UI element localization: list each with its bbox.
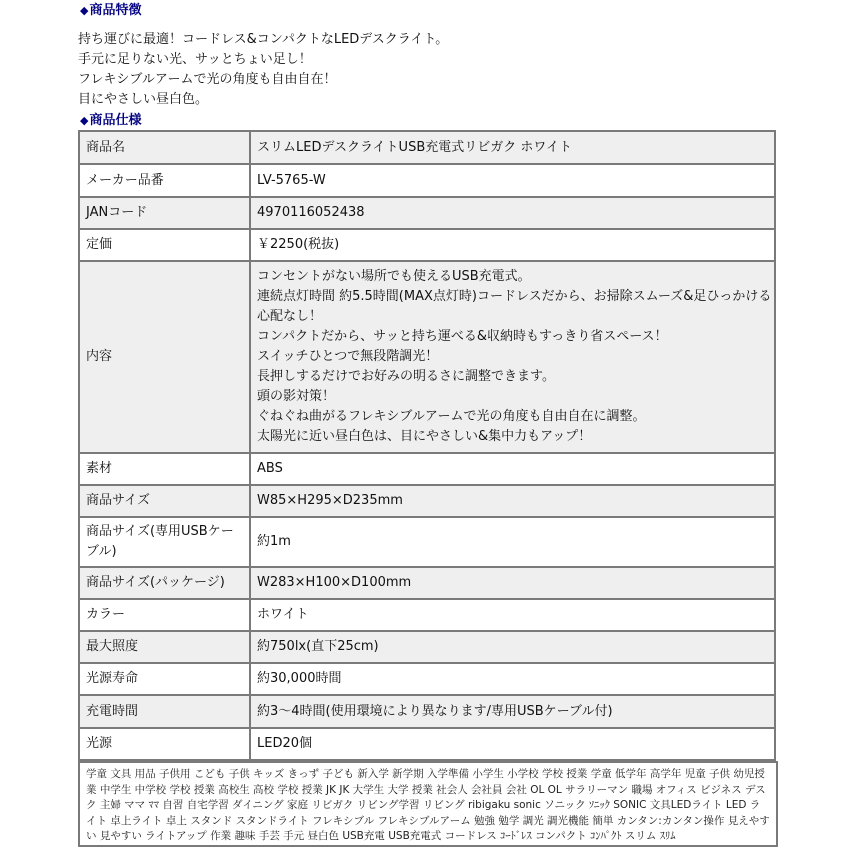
spec-label: 最大照度	[79, 631, 250, 663]
content-line: ぐねぐね曲がるフレキシブルアームで光の角度も自由自在に調整。	[257, 409, 646, 424]
spec-heading	[78, 110, 141, 132]
spec-value: 約30,000時間	[250, 663, 775, 695]
spec-value: W283×H100×D100mm	[250, 567, 775, 599]
spec-row-product-name	[79, 131, 775, 164]
content-line: スイッチひとつで無段階調光！	[257, 349, 439, 364]
features-heading	[78, 0, 776, 22]
spec-row-material	[79, 453, 775, 485]
spec-label: 定価	[79, 229, 250, 261]
spec-label: 内容	[79, 261, 250, 453]
spec-value: ホワイト	[250, 599, 775, 631]
content-line: 頭の影対策！	[257, 389, 336, 404]
spec-row-color	[79, 599, 775, 631]
spec-row-light-source	[79, 728, 775, 760]
spec-value: スリムLEDデスクライトUSB充電式リビガク ホワイト	[250, 131, 775, 164]
spec-row-maker-number	[79, 164, 775, 197]
spec-value: 約1m	[250, 517, 775, 567]
spec-label: 商品サイズ(専用USBケーブル)	[79, 517, 250, 567]
spec-label: 光源寿命	[79, 663, 250, 695]
spec-row-contents	[79, 261, 775, 453]
spec-value: ABS	[250, 453, 775, 485]
spec-value: LED20個	[250, 728, 775, 760]
spec-label: カラー	[79, 599, 250, 631]
content-line: 長押しするだけでお好みの明るさに調整できます。	[257, 369, 555, 384]
spec-row-price	[79, 229, 775, 261]
feature-line: 持ち運びに最適！コードレス&コンパクトなLEDデスクライト。	[78, 32, 449, 47]
spec-value: 約3〜4時間(使用環境により異なります/専用USBケーブル付)	[250, 695, 775, 728]
spec-row-charge-time	[79, 695, 775, 728]
features-text	[78, 30, 776, 110]
content-line: 心配なし！	[257, 309, 323, 324]
feature-line: フレキシブルアームで光の角度も自由自在！	[78, 72, 337, 87]
diamond-bullet-icon: ◆	[80, 4, 89, 17]
spec-row-package-size	[79, 567, 775, 599]
keyword-box: 学童 文具 用品 子供用 こども 子供 キッズ きっず 子ども 新入学 新学期 入学準備 小学生 小学校 学校 授業 学童 低学年 高学年 児童 子供 幼児授業 中学生 中学校 学校 授業 高校生 高校 学校 授業 JK JK 大学生 大学 授業 社会人 会社員 会社 OL OL サラリーマン 職場 オフィス ビジネス デスク 主婦 ママ ﾏﾏ 自習 自宅学習 ダイニング 家庭 リビガク リビング学習 リビング ribigaku sonic ソニック ｿﾆｯｸ SONIC 文具LEDライト LED ライト 卓上ライト 卓上 スタンド スタンドライト フレキシブル フレキシブルアーム 勉強 勉学 調光 調光機能 簡単 カンタン:カンタン操作 見えやすい 見やすい ライトアップ 作業 趣味 手芸 手元 昼白色 USB充電 USB充電式 コードレス ｺｰﾄﾞﾚｽ コンパクト ｺﾝﾊﾟｸﾄ スリム ｽﾘﾑ	[78, 761, 778, 847]
spec-row-max-illuminance	[79, 631, 775, 663]
spec-label: 商品名	[79, 131, 250, 164]
content-line: コンパクトだから、サッと持ち運べる&収納時もすっきり省スペース！	[257, 329, 668, 344]
spec-row-jan-code	[79, 197, 775, 229]
spec-label: メーカー品番	[79, 164, 250, 197]
spec-label: 素材	[79, 453, 250, 485]
spec-label: 商品サイズ(パッケージ)	[79, 567, 250, 599]
content-line: 連続点灯時間 約5.5時間(MAX点灯時)コードレスだから、お掃除スムーズ&足ひっかける	[257, 289, 772, 304]
feature-line: 手元に足りない光、サッとちょい足し！	[78, 52, 312, 67]
content-line: 太陽光に近い昼白色は、目にやさしい&集中力もアップ！	[257, 429, 592, 444]
spec-value: LV-5765-W	[250, 164, 775, 197]
features-heading-text: 商品特徴	[89, 3, 142, 18]
content-line: コンセントがない場所でも使えるUSB充電式。	[257, 269, 531, 284]
feature-line: 目にやさしい昼白色。	[78, 92, 209, 107]
spec-value: 約750lx(直下25cm)	[250, 631, 775, 663]
spec-value	[250, 261, 775, 453]
spec-label: JANコード	[79, 197, 250, 229]
spec-value: 4970116052438	[250, 197, 775, 229]
spec-label: 光源	[79, 728, 250, 760]
spec-heading-text: 商品仕様	[89, 113, 142, 128]
spec-row-usb-cable-size	[79, 517, 775, 567]
spec-row-light-life	[79, 663, 775, 695]
spec-value: ￥2250(税抜)	[250, 229, 775, 261]
spec-table	[78, 130, 776, 761]
spec-label: 商品サイズ	[79, 485, 250, 517]
spec-label: 充電時間	[79, 695, 250, 728]
diamond-bullet-icon: ◆	[80, 114, 89, 127]
spec-value: W85×H295×D235mm	[250, 485, 775, 517]
product-description	[78, 0, 776, 842]
spec-row-size	[79, 485, 775, 517]
